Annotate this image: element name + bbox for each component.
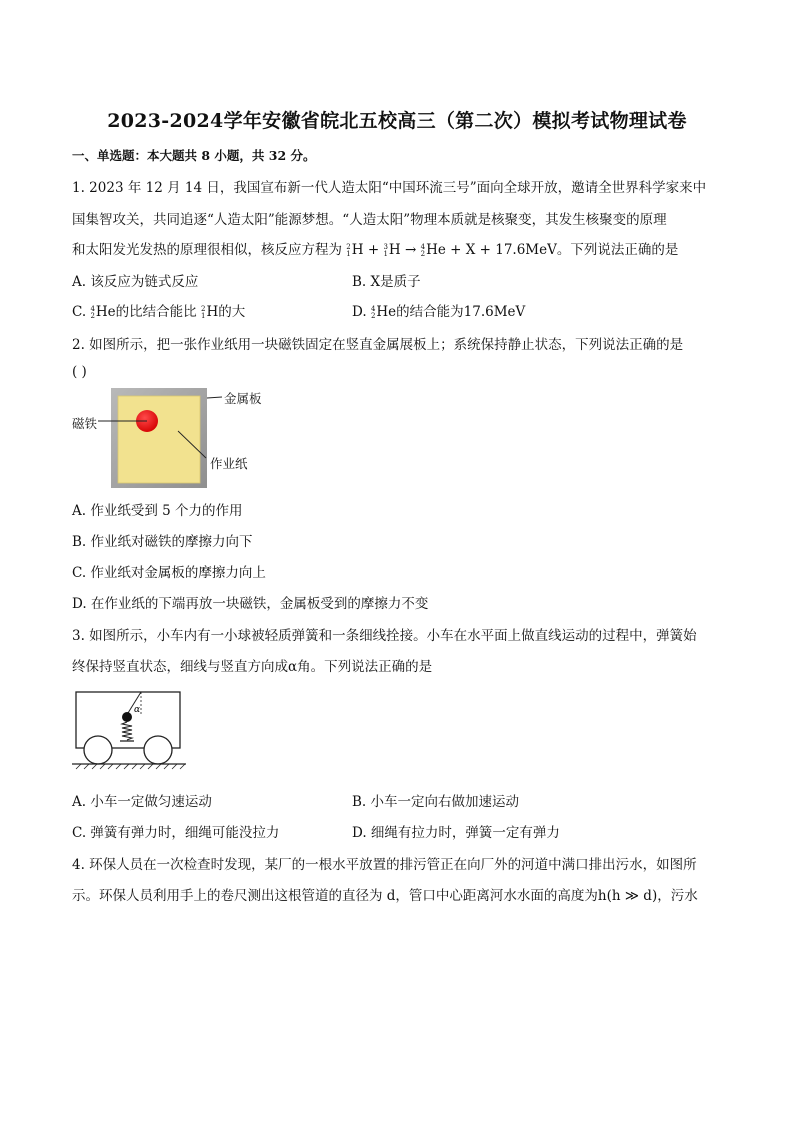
- nuclide-h2: 2 1 H: [346, 242, 364, 258]
- q1-option-b: B. X是质子: [352, 274, 421, 290]
- nuclide-he4: 4 2 He: [420, 242, 446, 258]
- q3-line-2: 终保持竖直状态，细线与竖直方向成α角。下列说法正确的是: [72, 659, 433, 675]
- section-heading: 一、单选题：本大题共 8 小题，共 32 分。: [72, 148, 316, 163]
- q4-line-1: 4. 环保人员在一次检查时发现，某厂的一根水平放置的排污管正在向厂外的河道中满口排出污水，如图所: [72, 857, 697, 873]
- q3-line-1: 3. 如图所示，小车内有一小球被轻质弹簧和一条细线拴接。小车在水平面上做直线运动的过程中，弹簧始: [72, 628, 697, 644]
- q3-option-c: C. 弹簧有弹力时，细绳可能没拉力: [72, 825, 280, 841]
- q1-line-2: 国集智攻关，共同追逐“人造太阳”能源梦想。“人造太阳”物理本质就是核聚变，其发生核聚变的原理: [72, 212, 667, 228]
- q1-line-1: 1. 2023 年 12 月 14 日，我国宣布新一代人造太阳“中国环流三号”面向全球开放，邀请全世界科学家来中: [72, 180, 707, 196]
- q1-option-c: C. 4 2 He的比结合能比 2 1 H的大: [72, 304, 246, 320]
- q1-option-a: A. 该反应为链式反应: [72, 274, 199, 290]
- q1-option-d: D. 4 2 He的结合能为17.6MeV: [352, 304, 526, 320]
- angle-label: α: [134, 705, 141, 715]
- q1-text: 和太阳发光发热的原理很相似，核反应方程为: [72, 242, 347, 258]
- q1-line-3: 和太阳发光发热的原理很相似，核反应方程为 2 1 H + 3 1 H → 4 2 He + X + 17.6MeV。下列说法正确的是: [72, 242, 679, 258]
- q2-line-1: 2. 如图所示，把一张作业纸用一块磁铁固定在竖直金属展板上；系统保持静止状态，下列说法正确的是: [72, 337, 684, 353]
- page-title: 2023-2024学年安徽省皖北五校高三（第二次）模拟考试物理试卷: [107, 110, 687, 132]
- q2-option-b: B. 作业纸对磁铁的摩擦力向下: [72, 534, 253, 550]
- q4-line-2: 示。环保人员利用手上的卷尺测出这根管道的直径为 d，管口中心距离河水水面的高度为h(h ≫ d)，污水: [72, 888, 698, 904]
- q3-option-a: A. 小车一定做匀速运动: [72, 794, 212, 810]
- nuclide-h3: 3 1 H: [383, 242, 401, 258]
- q2-option-a: A. 作业纸受到 5 个力的作用: [72, 503, 243, 519]
- cart-figure: [70, 686, 190, 776]
- ball: [122, 712, 132, 722]
- q2-line-2: ( ): [72, 364, 87, 380]
- q3-option-b: B. 小车一定向右做加速运动: [352, 794, 520, 810]
- label-magnet: 磁铁: [72, 416, 98, 431]
- q3-option-d: D. 细绳有拉力时，弹簧一定有弹力: [352, 825, 560, 841]
- q2-option-d: D. 在作业纸的下端再放一块磁铁，金属板受到的摩擦力不变: [72, 596, 429, 612]
- label-metal-board: 金属板: [224, 391, 262, 406]
- wheel-left: [84, 736, 112, 764]
- label-homework-paper: 作业纸: [210, 456, 248, 471]
- q2-option-c: C. 作业纸对金属板的摩擦力向上: [72, 565, 266, 581]
- homework-paper: [118, 396, 200, 483]
- wheel-right: [144, 736, 172, 764]
